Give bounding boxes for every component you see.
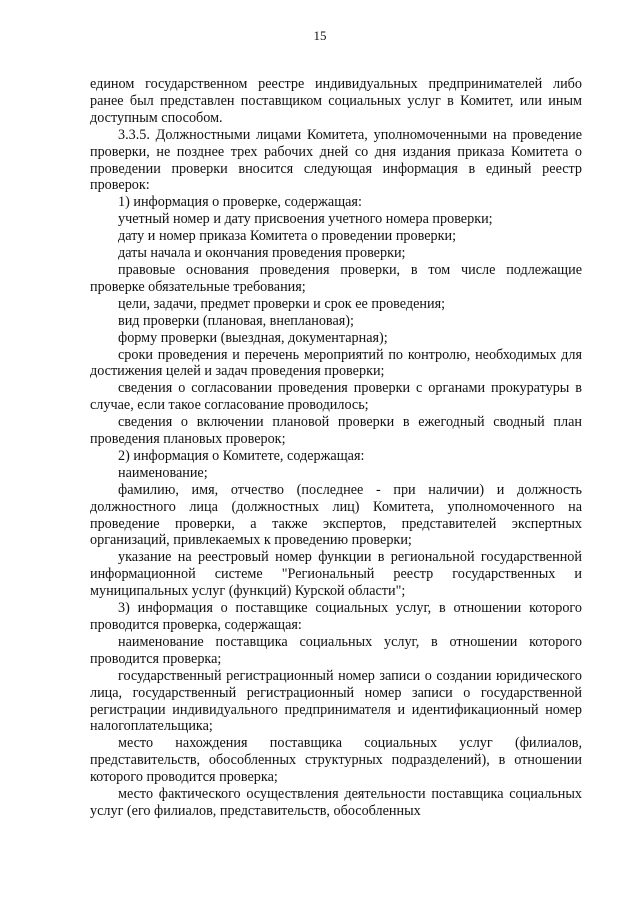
paragraph: сведения о согласовании проведения проверки с органами прокуратуры в случае, если такое согласование проводилось; [90,380,582,414]
paragraph: вид проверки (плановая, внеплановая); [118,312,354,329]
paragraph: сведения о включении плановой проверки в ежегодный сводный план проведения плановых проверок; [90,414,582,448]
paragraph: цели, задачи, предмет проверки и срок ее проведения; [118,295,446,312]
paragraph: 1) информация о проверке, содержащая: [118,194,362,211]
paragraph: даты начала и окончания проведения проверки; [118,245,406,262]
paragraph: наименование; [118,464,208,481]
paragraph: наименование поставщика социальных услуг, в отношении которого проводится проверка; [90,633,582,667]
paragraph: дату и номер приказа Комитета о проведении проверки; [118,228,457,245]
paragraph: 3) информация о поставщике социальных услуг, в отношении которого проводится проверка, содержащая: [90,600,582,633]
body-text [90,76,582,820]
paragraph: сроки проведения и перечень мероприятий по контролю, необходимых для достижения целей и задач проведения проверки; [90,346,582,380]
paragraph: фамилию, имя, отчество (последнее - при наличии) и должность должностного лица (должностных лиц) Комитета, уполномоченного на проведение проверки, а также экспертов, представителей экспертных организаций, привлекаемых к проведению проверки; [90,481,582,549]
paragraph: место нахождения поставщика социальных услуг (филиалов, представительств, обособленных структурных подразделений), в отношении которого проводится проверка; [90,735,582,786]
paragraph: указание на реестровый номер функции в региональной государственной информационной системе "Региональный реестр государственных и муниципальных услуг (функций) Курской области"; [90,549,582,600]
paragraph: 3.3.5. Должностными лицами Комитета, уполномоченными на проведение проверки, не позднее трех рабочих дней со дня издания приказа Комитета о проведении проверки вносится следующая информация в единый реестр проверок: [90,126,582,194]
paragraph: правовые основания проведения проверки, в том числе подлежащие проверке обязательные требования; [90,261,582,295]
paragraph: место фактического осуществления деятельности поставщика социальных услуг (его филиалов, представительств, обособленных [90,786,582,819]
paragraph: 2) информация о Комитете, содержащая: [118,447,365,464]
paragraph: учетный номер и дату присвоения учетного номера проверки; [118,211,493,228]
paragraph: государственный регистрационный номер записи о создании юридического лица, государственный регистрационный номер записи о государственной регистрации индивидуального предпринимателя и идентификационный номер налогоплательщика; [90,667,582,735]
paragraph: форму проверки (выездная, документарная); [118,329,388,346]
page-number: 15 [313,28,327,43]
paragraph: едином государственном реестре индивидуальных предпринимателей либо ранее был представлен поставщиком социальных услуг в Комитет, или иным доступным способом. [90,76,582,126]
